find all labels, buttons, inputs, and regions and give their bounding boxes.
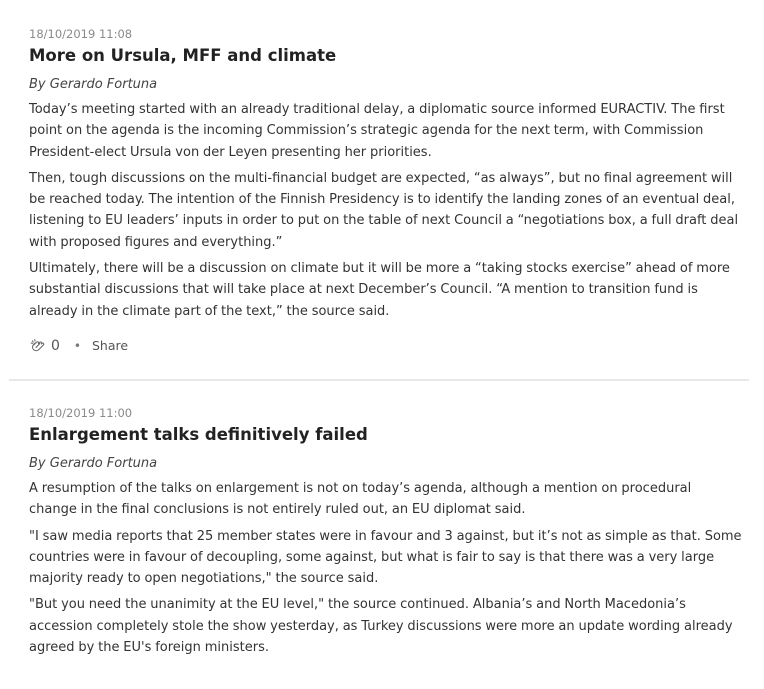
post-timestamp: 18/10/2019 11:00 bbox=[29, 405, 133, 420]
share-link[interactable]: Share bbox=[92, 338, 129, 354]
post-paragraph: Today’s meeting started with an already traditional delay, a diplomatic source informed EURACTIV. The first point on the agenda is the incoming Commission’s strategic agenda for the next term, with Commission President-elect Ursula von der Leyen presenting her priorities. bbox=[29, 102, 725, 160]
post-paragraph: "I saw media reports that 25 member states were in favour and 3 against, but it’s not as simple as that. Some countries were in favour of decoupling, some against, but what is fair to say is that there was a very large majority ready to open negotiations," the source said. bbox=[29, 528, 742, 587]
live-post bbox=[0, 381, 764, 658]
post-byline: By Gerardo Fortuna bbox=[29, 77, 158, 92]
clap-icon bbox=[29, 337, 46, 354]
post-paragraph: "But you need the unanimity at the EU level," the source continued. Albania’s and North Macedonia’s accession completely stole the show yesterday, as Turkey discussions were more an update wording already agreed by the EU's foreign ministers. bbox=[29, 597, 733, 656]
separator-dot: • bbox=[73, 338, 81, 353]
clap-count: 0 bbox=[51, 337, 60, 354]
post-title: Enlargement talks definitively failed bbox=[29, 424, 368, 444]
post-title: More on Ursula, MFF and climate bbox=[29, 46, 337, 65]
post-paragraph: Then, tough discussions on the multi-financial budget are expected, “as always”, but no final agreement will be reached today. The intention of the Finnish Presidency is to identify the landing zones of an eventual deal, listening to EU leaders’ inputs in order to put on the table of next Council a “negotiations box, a full draft deal with proposed figures and everything.” bbox=[29, 170, 739, 250]
clap-button[interactable] bbox=[29, 337, 60, 354]
post-paragraph: Ultimately, there will be a discussion on climate but it will be more a “taking stocks exercise” ahead of more substantial discussions that will take place at next December’s Council. “A mention to transition fund is already in the climate part of the text,” the source said. bbox=[29, 261, 730, 319]
post-actions bbox=[29, 336, 742, 356]
post-byline: By Gerardo Fortuna bbox=[29, 455, 158, 471]
post-paragraph: A resumption of the talks on enlargement is not on today’s agenda, although a mention on procedural change in the final conclusions is not entirely ruled out, an EU diplomat said. bbox=[29, 480, 692, 518]
post-timestamp: 18/10/2019 11:08 bbox=[29, 27, 133, 41]
